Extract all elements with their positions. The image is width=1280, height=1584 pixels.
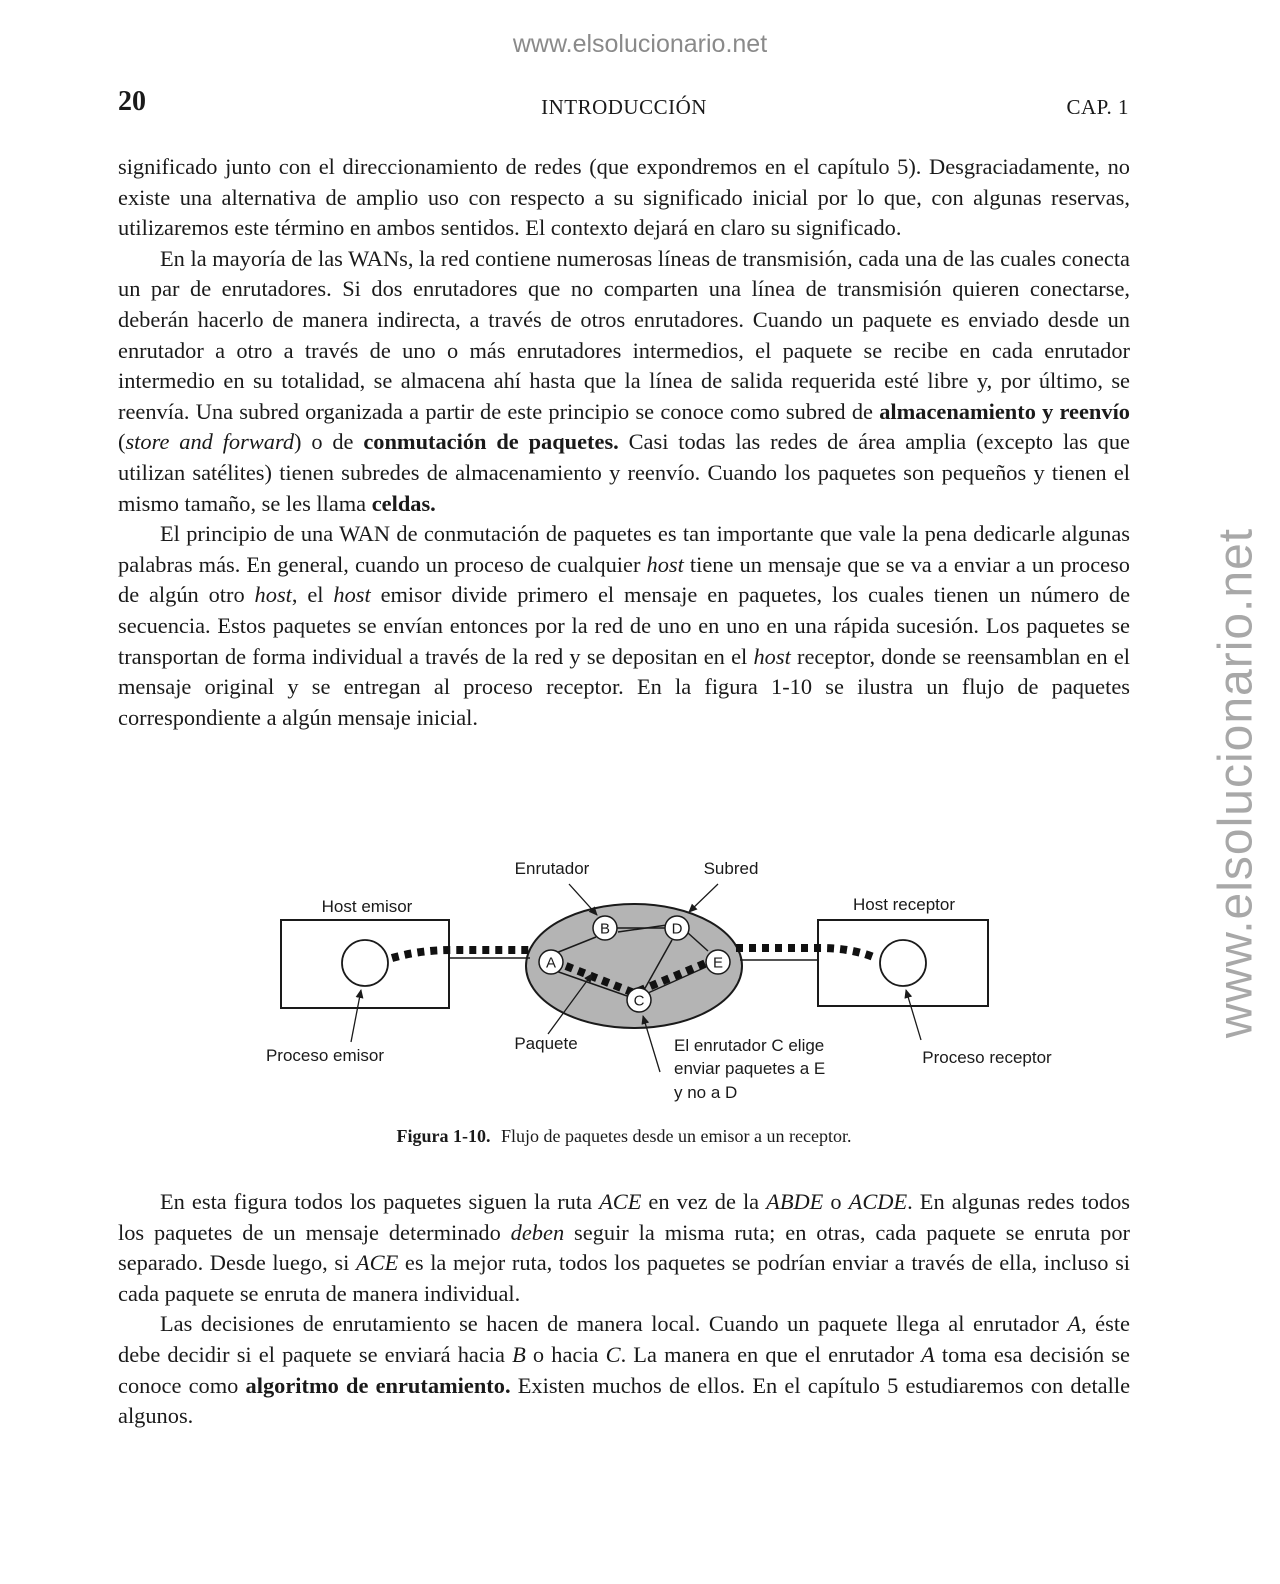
proceso-emisor-circle [342, 940, 388, 986]
label-host-receptor: Host receptor [852, 895, 956, 914]
router-node-b [593, 916, 617, 940]
paragraph-4: En esta figura todos los paquetes siguen la ruta ACE en vez de la ABDE o ACDE. En algunas redes todos los paquetes de un mensaje determinado deben seguir la misma ruta; en otras, cada paquete se enruta por separado. Desde luego, si ACE es la mejor ruta, todos los paquetes se podrían enviar a través de ella, incluso si cada paquete se enruta de manera individual. [118, 1189, 1130, 1306]
label-note-line-3: y no a D [674, 1083, 738, 1102]
running-head: INTRODUCCIÓN [541, 95, 707, 119]
router-node-d-label: D [671, 920, 683, 938]
label-note-line-2: enviar paquetes a E [674, 1059, 826, 1078]
router-node-a-label: A [545, 954, 557, 972]
label-paquete: Paquete [514, 1034, 578, 1053]
label-subred: Subred [703, 859, 759, 878]
label-note-line-1: El enrutador C elige [674, 1036, 825, 1055]
paragraph-5: Las decisiones de enrutamiento se hacen de manera local. Cuando un paquete llega al enrutador A, éste debe decidir si el paquete se enviará hacia B o hacia C. La manera en que el enrutador A toma esa decisión se conoce como algoritmo de enrutamiento. Existen muchos de ellos. En el capítulo 5 estudiaremos con detalle algunos. [118, 1311, 1131, 1429]
watermark-side: www.elsolucionario.net [1209, 527, 1263, 1039]
proceso-receptor-circle [880, 940, 926, 986]
watermark-top: www.elsolucionario.net [512, 30, 768, 58]
body-text-bottom [118, 1187, 1130, 1432]
router-node-e [706, 950, 730, 974]
label-proceso-receptor: Proceso receptor [922, 1048, 1052, 1067]
label-enrutador: Enrutador [514, 859, 590, 878]
paragraph-2: En la mayoría de las WANs, la red contiene numerosas líneas de transmisión, cada una de las cuales conecta un par de enrutadores. Si dos enrutadores que no comparten una línea de transmisión quieren conectarse, deberán hacerlo de manera indirecta, a través de otros enrutadores. Cuando un paquete es enviado desde un enrutador a otro a través de uno o más enrutadores intermedios, el paquete se recibe en cada enrutador intermedio en su totalidad, se almacena ahí hasta que la línea de salida requerida esté libre y, por último, se reenvía. Una subred organizada a partir de este principio se conoce como subred de almacenamiento y reenvío (store and forward) o de conmutación de paquetes. Casi todas las redes de área amplia (excepto las que utilizan satélites) tienen subredes de almacenamiento y reenvío. Cuando los paquetes son pequeños y tienen el mismo tamaño, se les llama celdas. [118, 245, 1130, 516]
figure-caption [0, 1126, 1248, 1147]
router-node-a [539, 950, 563, 974]
body-text-top [118, 152, 1130, 733]
router-node-e-label: E [712, 954, 724, 972]
paragraph-1: significado junto con el direccionamiento de redes (que expondremos en el capítulo 5). Desgraciadamente, no existe una alternativa de amplio uso con respecto a su significado inicial por lo que, con algunas reservas, utilizaremos este término en ambos sentidos. El contexto dejará en claro su significado. [118, 154, 1130, 241]
label-proceso-emisor: Proceso emisor [265, 1046, 385, 1065]
figure-caption-text: Flujo de paquetes desde un emisor a un receptor. [501, 1126, 852, 1146]
figure-caption-number: Figura 1-10. [396, 1126, 491, 1146]
figure-packet-flow [240, 850, 1080, 1110]
router-node-c [627, 988, 651, 1012]
label-host-emisor: Host emisor [321, 897, 413, 916]
page-number: 20 [118, 86, 146, 117]
chapter-label: CAP. 1 [1066, 95, 1129, 119]
paragraph-3: El principio de una WAN de conmutación de paquetes es tan importante que vale la pena dedicarle algunas palabras más. En general, cuando un proceso de cualquier host tiene un mensaje que se va a enviar a un proceso de algún otro host, el host emisor divide primero el mensaje en paquetes, los cuales tienen un número de secuencia. Estos paquetes se envían entonces por la red de uno en uno en una rápida sucesión. Los paquetes se transportan de forma individual a través de la red y se depositan en el host receptor, donde se reensamblan en el mensaje original y se entregan al proceso receptor. En la figura 1-10 se ilustra un flujo de paquetes correspondiente a algún mensaje inicial. [118, 521, 1131, 730]
router-node-d [665, 916, 689, 940]
router-node-c-label: C [633, 992, 645, 1010]
router-node-b-label: B [599, 920, 611, 938]
